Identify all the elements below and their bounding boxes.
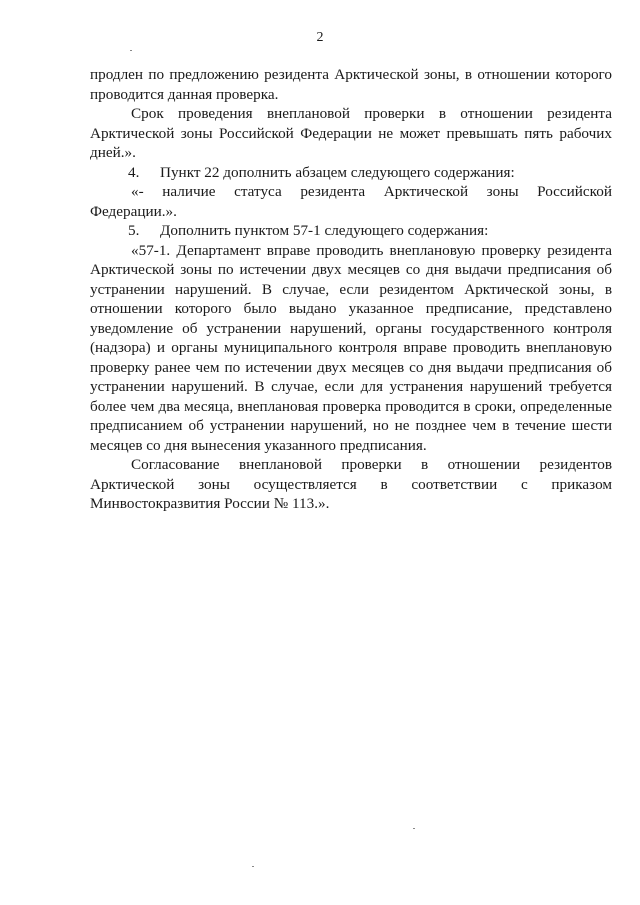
list-item-text: Дополнить пунктом 57-1 следующего содержания: bbox=[160, 222, 489, 239]
list-item-5 bbox=[90, 221, 612, 241]
list-item-number: 4. bbox=[128, 163, 140, 181]
paragraph-status-clause: «- наличие статуса резидента Арктической зоны Российской Федерации.». bbox=[90, 183, 612, 220]
page-number: 2 bbox=[316, 30, 324, 45]
document-body bbox=[90, 65, 612, 514]
paragraph-inspection-period: Срок проведения внеплановой проверки в отношении резидента Арктической зоны Российской Федерации не может превышать пять рабочих дней.». bbox=[90, 105, 612, 161]
paragraph-continuation: продлен по предложению резидента Арктической зоны, в отношении которого проводится данная проверка. bbox=[90, 66, 612, 103]
scan-speck bbox=[413, 828, 415, 829]
paragraph-approval: Согласование внеплановой проверки в отношении резидентов Арктической зоны осуществляется в соответствии с приказом Минвостокразвития России № 113.». bbox=[90, 456, 612, 512]
list-item-number: 5. bbox=[128, 222, 140, 239]
scan-speck bbox=[252, 866, 254, 867]
paragraph-clause-57-1: «57-1. Департамент вправе проводить внеплановую проверку резидента Арктической зоны по истечении двух месяцев со дня выдачи предписания об устранении нарушений. В случае, если резидентом Арктической зоны, в отношении которого было выдано указанное предписание, представлено уведомление об устранении нарушений, органы государственного контроля (надзора) и органы муниципального контроля вправе проводить внеплановую проверку ранее чем по истечении двух месяцев со дня выдачи предписания об устранении нарушений. В случае, если для устранения нарушений требуется более чем два месяца, внеплановая проверка проводится в сроки, определенные предписанием об устранении нарушений, но не позднее чем в течение шести месяцев со дня вынесения указанного предписания. bbox=[90, 241, 612, 454]
list-item-text: Пункт 22 дополнить абзацем следующего содержания: bbox=[160, 163, 515, 181]
list-item-4 bbox=[90, 163, 612, 183]
scan-speck bbox=[130, 50, 132, 51]
